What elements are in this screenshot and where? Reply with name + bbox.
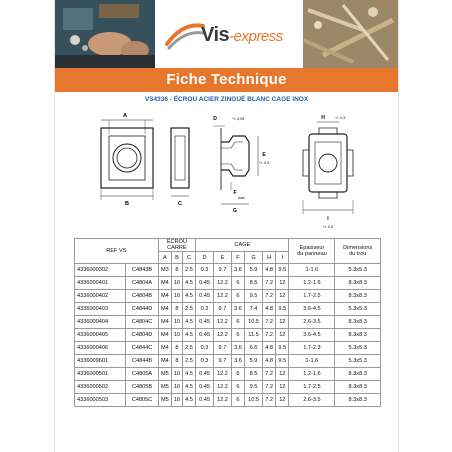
cell-c: 0.45 [196,381,214,394]
cell-ref-vs: 4336000405 [75,329,126,342]
dimensions-label-line2: du trou [349,251,367,257]
cell-h: 12 [276,329,289,342]
cell-b: 2.5 [182,342,195,355]
cell-thread: M5 [158,394,171,407]
cell-i: 1.7-2.5 [289,290,335,303]
cell-ref-vs: 4336000503 [75,394,126,407]
epaisseur-label-line1: Epaisseur [299,245,325,251]
cell-thread: M4 [158,329,171,342]
header-banner [55,0,398,68]
dim-tol-i: +/- 0,5 [322,225,334,229]
cell-h: 9.5 [276,303,289,316]
cell-code: C4844D [126,303,158,316]
cell-thread: M5 [158,368,171,381]
cell-f: 7.4 [245,303,263,316]
table-row [75,329,381,342]
cell-b: 4.5 [182,290,195,303]
cell-code: C4804D [126,329,158,342]
hands-at-workbench-photo [55,0,155,68]
dim-label-e: E [262,152,266,158]
cell-thread: M4 [158,277,171,290]
cell-i: 1.7-2.5 [289,381,335,394]
cell-a: 10 [171,381,182,394]
cell-ref-vs: 4336000404 [75,316,126,329]
dim-label-g: G [233,208,237,214]
cell-ref-vs: 4336000501 [75,368,126,381]
specifications-table-wrapper [74,238,381,407]
cell-a: 8 [171,264,182,277]
column-group-cage: CAGE [196,239,289,252]
cell-ref-vs: 4336000401 [75,277,126,290]
cell-code: C4805A [126,368,158,381]
cell-thread: M5 [158,381,171,394]
cell-h: 12 [276,277,289,290]
cell-panel-thickness: 5.3x5.3 [335,355,381,368]
dimensions-label-line1: Dimensions [343,245,373,251]
cell-f: 10.5 [245,394,263,407]
cell-i: 2.6-3.5 [289,316,335,329]
cell-e: 3.6 [231,355,244,368]
dim-label-h: H [321,115,325,121]
dim-label-b: B [125,201,129,207]
cell-f: 5.9 [245,355,263,368]
table-row [75,277,381,290]
cell-i: 1.7-2.3 [289,342,335,355]
cell-h: 9.5 [276,355,289,368]
cell-d: 9.7 [213,303,231,316]
cell-code: C4805C [126,394,158,407]
cell-h: 9.5 [276,264,289,277]
cell-i: 2.6-3.5 [289,394,335,407]
cell-e: 6 [231,329,244,342]
cell-ref-vs: 4336000502 [75,381,126,394]
cell-g: 7.2 [262,277,275,290]
cell-b: 4.5 [182,329,195,342]
column-header-c: C [182,252,195,264]
cell-g: 7.2 [262,290,275,303]
cell-code: C4804C [126,316,158,329]
cell-i: 1-1.6 [289,264,335,277]
cell-b: 2.5 [182,355,195,368]
cell-f: 5.9 [245,264,263,277]
table-row [75,355,381,368]
swoosh-logo-icon [165,20,205,50]
cell-ref-vs: 4336000406 [75,342,126,355]
cell-ref-vs: 4336000302 [75,264,126,277]
cell-panel-thickness: 5.3x5.3 [335,342,381,355]
dim-label-a: A [123,113,127,119]
cell-e: 3.6 [231,342,244,355]
ecrou-label-line1: ÉCROU [166,239,188,245]
technical-sheet-page [55,0,398,452]
cell-b: 4.5 [182,277,195,290]
cell-d: 12.2 [213,368,231,381]
cell-g: 4.8 [262,303,275,316]
cell-g: 7.2 [262,368,275,381]
column-header-g: G [245,252,263,264]
table-row [75,342,381,355]
cell-i: 3.6-4.5 [289,329,335,342]
column-header-dimensions [335,239,381,264]
cell-c: 0.45 [196,368,214,381]
cell-i: 1.2-1.6 [289,277,335,290]
title-bar [55,68,398,92]
cell-code: C4843B [126,264,158,277]
cell-f: 8.5 [245,368,263,381]
cell-panel-thickness: 8.3x8.3 [335,394,381,407]
cell-d: 9.7 [213,342,231,355]
column-header-ref: REF VS [75,239,159,264]
cell-thread: M4 [158,355,171,368]
table-header-row [75,239,381,252]
column-header-i: I [276,252,289,264]
table-row [75,381,381,394]
table-row [75,394,381,407]
product-subtitle: VS4336 - ÉCROU ACIER ZINGUÉ BLANC CAGE INOX [144,96,309,103]
cell-c: 0.45 [196,277,214,290]
cell-e: 6 [231,316,244,329]
cell-panel-thickness: 8.3x8.3 [335,290,381,303]
cell-b: 4.5 [182,394,195,407]
dim-label-d: D [213,116,217,122]
cell-g: 4.8 [262,342,275,355]
cell-e: 3.6 [231,303,244,316]
cell-b: 4.5 [182,316,195,329]
cell-panel-thickness: 8.3x8.3 [335,277,381,290]
cell-code: C4804B [126,290,158,303]
cell-c: 0.45 [196,316,214,329]
cell-a: 10 [171,329,182,342]
table-row [75,264,381,277]
cell-a: 8 [171,355,182,368]
cell-h: 12 [276,381,289,394]
cell-thread: M4 [158,303,171,316]
cell-c: 0.45 [196,329,214,342]
table-row [75,290,381,303]
cell-c: 0.3 [196,355,214,368]
cell-b: 4.5 [182,368,195,381]
cell-d: 12.2 [213,277,231,290]
cell-ref-vs: 4336000403 [75,303,126,316]
cell-i: 1.2-1.6 [289,368,335,381]
cell-c: 0.3 [196,342,214,355]
cell-d: 12.2 [213,316,231,329]
cell-f: 11.5 [245,329,263,342]
cell-f: 10.5 [245,316,263,329]
nut-side-view [171,128,189,196]
table-row [75,303,381,316]
brand-name [201,24,283,47]
column-header-d: D [196,252,214,264]
cell-panel-thickness: 5.3x5.3 [335,303,381,316]
epaisseur-label-line2: du panneau [297,251,327,257]
cell-c: 0.3 [196,303,214,316]
cell-h: 12 [276,368,289,381]
cell-g: 7.2 [262,381,275,394]
cell-d: 12.2 [213,394,231,407]
column-header-f: F [231,252,244,264]
cell-b: 4.5 [182,381,195,394]
cell-f: 9.5 [245,381,263,394]
cell-h: 12 [276,394,289,407]
cell-g: 7.2 [262,329,275,342]
cell-a: 10 [171,316,182,329]
cell-d: 12.2 [213,381,231,394]
column-group-ecrou-carre [158,239,195,252]
brand-name-main: Vis [201,24,230,46]
cell-code: C4805B [126,381,158,394]
cell-thread: M4 [158,342,171,355]
column-header-h: H [262,252,275,264]
dim-note-f: max [238,196,245,200]
technical-drawing [73,108,393,236]
cell-e: 6 [231,277,244,290]
dim-tol-h: +/- 0,3 [335,116,346,120]
cell-d: 12.2 [213,290,231,303]
table-body [75,264,381,407]
dim-label-i: I [327,216,329,222]
dim-tol-e: +/- 0,3 [258,161,270,165]
cell-e: 6 [231,381,244,394]
nut-front-view [101,120,153,200]
dim-tol-d: +/- 0,05 [232,117,245,121]
cell-h: 12 [276,316,289,329]
cell-panel-thickness: 8.3x8.3 [335,329,381,342]
cell-h: 9.5 [276,342,289,355]
cell-i: 3.6-4.5 [289,303,335,316]
cell-f: 8.5 [245,277,263,290]
brand-logo[interactable] [155,0,303,68]
cell-code: C4844C [126,342,158,355]
cell-ref-vs: 4336000402 [75,290,126,303]
column-header-epaisseur [289,239,335,264]
brand-name-accent: -express [229,28,283,45]
cell-g: 7.2 [262,316,275,329]
cell-f: 9.5 [245,290,263,303]
cell-e: 6 [231,290,244,303]
dim-label-c: C [178,201,182,207]
column-header-b: B [171,252,182,264]
cell-panel-thickness: 8.3x8.3 [335,368,381,381]
cell-thread: M3 [158,264,171,277]
cell-i: 1-1.6 [289,355,335,368]
cell-a: 10 [171,277,182,290]
cell-c: 0.3 [196,264,214,277]
cell-g: 4.8 [262,264,275,277]
cell-code: C4804A [126,277,158,290]
cell-a: 10 [171,290,182,303]
column-header-e: E [213,252,231,264]
cell-f: 6.6 [245,342,263,355]
cell-d: 9.7 [213,264,231,277]
cell-code: C4844B [126,355,158,368]
cell-b: 2.5 [182,303,195,316]
cell-a: 8 [171,342,182,355]
column-header-a: A [158,252,171,264]
cell-panel-thickness: 5.3x5.3 [335,264,381,277]
cell-thread: M4 [158,316,171,329]
cell-c: 0.45 [196,290,214,303]
document-title: Fiche Technique [166,71,287,88]
cell-panel-thickness: 8.3x8.3 [335,381,381,394]
dim-label-f: F [233,190,237,196]
cell-g: 7.2 [262,394,275,407]
cell-d: 9.7 [213,355,231,368]
cell-c: 0.45 [196,394,214,407]
cage-front-view [303,122,353,214]
cell-a: 10 [171,368,182,381]
cell-g: 4.8 [262,355,275,368]
screws-photo [303,0,398,68]
cell-panel-thickness: 8.3x8.3 [335,316,381,329]
cell-e: 6 [231,368,244,381]
cell-b: 2.5 [182,264,195,277]
cell-e: 6 [231,394,244,407]
cell-a: 10 [171,394,182,407]
cell-h: 12 [276,290,289,303]
cell-d: 12.2 [213,329,231,342]
cell-ref-vs: 4336009601 [75,355,126,368]
cell-e: 3.6 [231,264,244,277]
table-row [75,368,381,381]
cell-a: 8 [171,303,182,316]
cell-thread: M4 [158,290,171,303]
specifications-table [74,238,381,407]
table-row [75,316,381,329]
ecrou-label-line2: CARRÉ [167,245,187,251]
